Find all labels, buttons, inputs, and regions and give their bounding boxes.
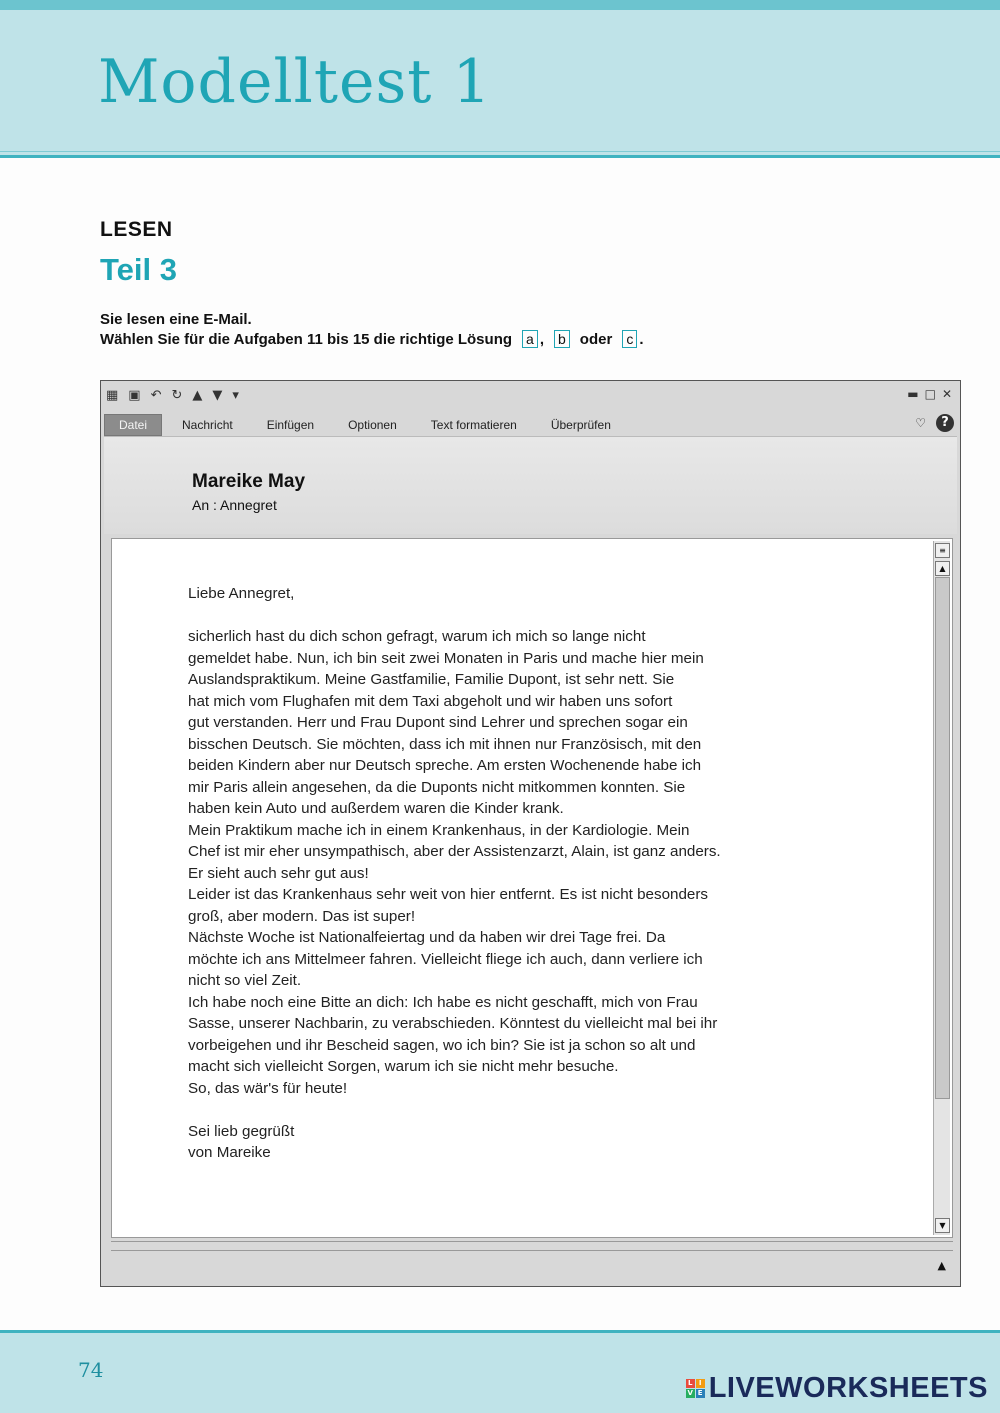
save-icon[interactable]: ▣ (128, 388, 141, 403)
logo-letter-l: L (686, 1379, 695, 1388)
tab-datei[interactable]: Datei (104, 414, 162, 436)
email-line: bisschen Deutsch. Sie möchten, dass ich mit ihnen nur Französisch, mit den (188, 735, 702, 753)
email-line: macht sich vielleicht Sorgen, warum ich sie nicht mehr besuche. (188, 1058, 619, 1075)
message-header (104, 436, 957, 534)
option-a-box: a (522, 330, 538, 348)
instruction-line-1: Sie lesen eine E-Mail. (100, 311, 252, 328)
email-line: Er sieht auch sehr gut aus! (188, 864, 369, 882)
logo-letter-v: V (687, 1389, 693, 1397)
redo-icon[interactable]: ↻ (171, 388, 183, 403)
email-line: mir Paris allein angesehen, da die Duponts nicht mitkommen konnten. Sie (188, 778, 686, 796)
tab-ueberpruefen[interactable]: Überprüfen (550, 418, 611, 432)
email-line: gut verstanden. Herr und Frau Dupont sind Lehrer und sprechen sogar ein (188, 714, 688, 731)
email-line: Nächste Woche ist Nationalfeiertag und da haben wir drei Tage frei. Da (188, 929, 666, 946)
recipient-line: An : Annegret (192, 497, 277, 513)
message-body[interactable] (111, 538, 953, 1238)
collapse-ribbon-icon[interactable]: ♡ (915, 416, 926, 430)
restore-icon[interactable]: □ (924, 387, 936, 401)
logo-letter-i: I (696, 1379, 705, 1388)
window-controls (907, 387, 952, 401)
header-band (0, 0, 1000, 158)
scroll-down-button[interactable]: ▼ (935, 1218, 950, 1233)
down-arrow-icon[interactable]: ▼ (212, 388, 223, 403)
close-icon[interactable]: ✕ (941, 387, 952, 401)
email-closing: Sei lieb gegrüßt (188, 1122, 295, 1140)
tab-einfuegen[interactable]: Einfügen (266, 418, 315, 432)
header-rule (0, 155, 1000, 158)
email-line: Auslandspraktikum. Meine Gastfamilie, Familie Dupont, ist sehr nett. Sie (188, 671, 675, 688)
email-line: gemeldet habe. Nun, ich bin seit zwei Monaten in Paris und mache hier mein (188, 649, 704, 667)
option-c-box: c (622, 330, 637, 348)
instruction-text: Wählen Sie für die Aufgaben 11 bis 15 die richtige Lösung (100, 330, 513, 348)
status-bar (111, 1241, 953, 1251)
email-line: nicht so viel Zeit. (188, 972, 302, 989)
email-greeting: Liebe Annegret, (188, 585, 295, 602)
brand-logo[interactable] (686, 1372, 988, 1405)
email-line: vorbeigehen und ihr Bescheid sagen, wo ich bin? Sie ist ja schon so alt und (188, 1036, 696, 1054)
instruction-line-2 (100, 330, 643, 348)
scroll-up-button[interactable]: ▲ (935, 561, 950, 576)
section-title: Teil 3 (100, 252, 177, 287)
minimize-icon[interactable]: ▬ (907, 387, 919, 401)
tab-nachricht[interactable]: Nachricht (182, 418, 233, 432)
vertical-scrollbar[interactable] (933, 541, 950, 1235)
footer-band (0, 1330, 1000, 1413)
instruction-period: . (639, 330, 644, 348)
email-line: groß, aber modern. Das ist super! (188, 907, 416, 925)
up-arrow-icon[interactable]: ▲ (192, 388, 203, 403)
customize-toolbar-icon[interactable]: ▾ (232, 388, 239, 403)
help-icon[interactable]: ? (936, 414, 954, 432)
brand-logo-icon (686, 1379, 705, 1398)
email-line: haben kein Auto und außerdem waren die Kinder krank. (188, 800, 564, 817)
option-b-box: b (554, 330, 570, 348)
page-number: 74 (78, 1358, 104, 1382)
option-separator: , (539, 330, 544, 348)
email-line: Sasse, unserer Nachbarin, zu verabschieden. Könntest du vielleicht mal bei ihr (188, 1015, 718, 1032)
tab-text-formatieren[interactable]: Text formatieren (430, 418, 517, 432)
app-icon[interactable]: ▦ (106, 388, 119, 403)
email-line: Leider ist das Krankenhaus sehr weit von hier entfernt. Es ist nicht besonders (188, 886, 709, 903)
email-line: möchte ich ans Mittelmeer fahren. Vielleicht fliege ich auch, dann verliere ich (188, 950, 703, 968)
header-stripe (0, 0, 1000, 10)
email-text (188, 583, 808, 1164)
email-line: Chef ist mir eher unsympathisch, aber der Assistenzarzt, Alain, ist ganz anders. (188, 843, 721, 860)
email-line: So, das wär's für heute! (188, 1079, 348, 1097)
email-line: sicherlich hast du dich schon gefragt, warum ich mich so lange nicht (188, 628, 646, 645)
tab-optionen[interactable]: Optionen (348, 418, 397, 432)
email-signature: von Mareike (188, 1144, 271, 1161)
ribbon-tabs (104, 414, 631, 436)
email-window (100, 380, 961, 1287)
email-line: beiden Kindern aber nur Deutsch spreche. Am ersten Wochenende habe ich (188, 757, 702, 774)
option-conjunction: oder (579, 330, 613, 348)
section-label: LESEN (100, 218, 173, 241)
footer-rule (0, 1330, 1000, 1333)
scrollbar-thumb[interactable] (935, 577, 950, 1099)
undo-icon[interactable]: ↶ (150, 388, 162, 403)
sender-name: Mareike May (192, 471, 306, 492)
brand-name: LIVEWORKSHEETS (708, 1372, 988, 1404)
page-title: Modelltest 1 (98, 47, 492, 117)
logo-letter-e: E (696, 1389, 705, 1398)
expand-up-icon[interactable]: ▲ (937, 1259, 946, 1272)
ribbon-help-area (915, 414, 954, 432)
email-line: hat mich vom Flughafen mit dem Taxi abgeholt und wir haben uns sofort (188, 692, 673, 710)
email-line: Mein Praktikum mache ich in einem Krankenhaus, in der Kardiologie. Mein (188, 821, 690, 839)
header-rule-thin (0, 151, 1000, 152)
scroll-split-icon[interactable]: ≡ (935, 543, 950, 558)
email-line: Ich habe noch eine Bitte an dich: Ich habe es nicht geschafft, mich von Frau (188, 993, 698, 1011)
quick-access-toolbar (106, 388, 239, 403)
